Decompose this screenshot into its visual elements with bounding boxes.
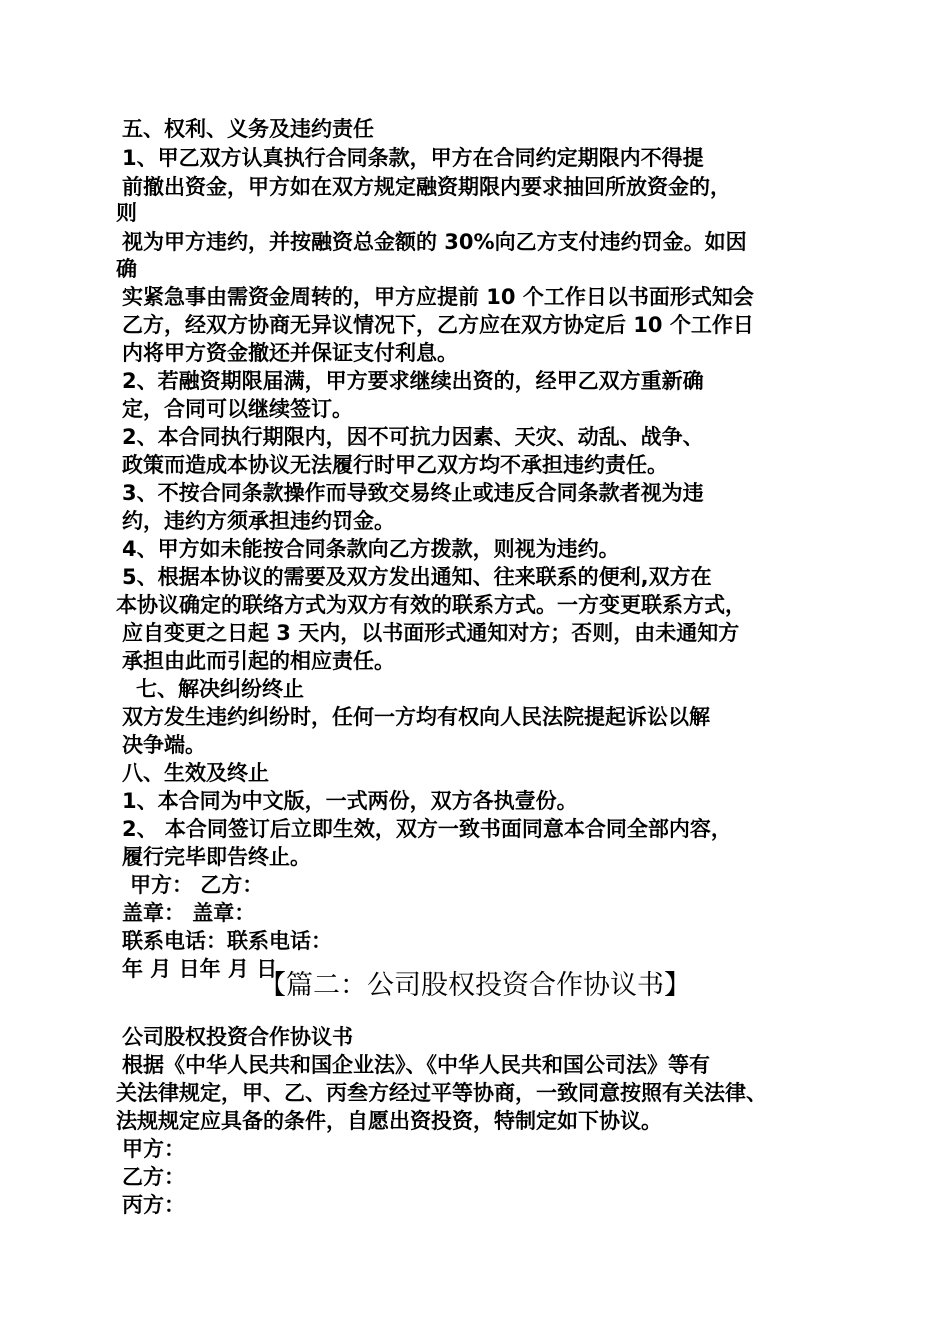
text-line: 乙方，经双方协商无异议情况下，乙方应在双方协定后 10 个工作日 bbox=[122, 313, 754, 337]
text-line: 法规规定应具备的条件，自愿出资投资，特制定如下协议。 bbox=[116, 1109, 662, 1133]
text-line: 视为甲方违约，并按融资总金额的 30%向乙方支付违约罚金。如因 bbox=[122, 230, 747, 254]
text-line: 根据《中华人民共和国企业法》、《中华人民共和国公司法》等有 bbox=[122, 1053, 710, 1077]
text-line: 3、不按合同条款操作而导致交易终止或违反合同条款者视为违 bbox=[122, 481, 704, 505]
text-line: 则 bbox=[116, 201, 137, 225]
text-line: 5、根据本协议的需要及双方发出通知、往来联系的便利,双方在 bbox=[122, 565, 712, 589]
text-line: 前撤出资金，甲方如在双方规定融资期限内要求抽回所放资金的， bbox=[122, 175, 731, 199]
text-line: 2、 本合同签订后立即生效，双方一致书面同意本合同全部内容， bbox=[122, 817, 732, 841]
text-line: 2、若融资期限届满，甲方要求继续出资的，经甲乙双方重新确 bbox=[122, 369, 704, 393]
heading-rights-obligations: 五、权利、义务及违约责任 bbox=[122, 117, 374, 141]
section-title: 【篇二：公司股权投资合作协议书】 bbox=[259, 970, 691, 1001]
party-b-label: 乙方： bbox=[122, 1165, 185, 1189]
text-line: 履行完毕即告终止。 bbox=[122, 845, 311, 869]
phone-labels: 联系电话：联系电话： bbox=[122, 929, 332, 953]
text-line: 政策而造成本协议无法履行时甲乙双方均不承担违约责任。 bbox=[122, 453, 668, 477]
text-line: 1、甲乙双方认真执行合同条款，甲方在合同约定期限内不得提 bbox=[122, 146, 704, 170]
text-line: 承担由此而引起的相应责任。 bbox=[122, 649, 395, 673]
text-line: 确 bbox=[116, 257, 137, 281]
text-line: 1、本合同为中文版，一式两份，双方各执壹份。 bbox=[122, 789, 578, 813]
text-line: 约，违约方须承担违约罚金。 bbox=[122, 509, 395, 533]
agreement-title: 公司股权投资合作协议书 bbox=[122, 1025, 353, 1049]
text-line: 内将甲方资金撤还并保证支付利息。 bbox=[122, 341, 458, 365]
text-line: 实紧急事由需资金周转的，甲方应提前 10 个工作日以书面形式知会 bbox=[122, 285, 754, 309]
heading-dispute-resolution: 七、解决纠纷终止 bbox=[136, 677, 304, 701]
text-line: 本协议确定的联络方式为双方有效的联系方式。一方变更联系方式， bbox=[116, 593, 746, 617]
text-line: 双方发生违约纠纷时，任何一方均有权向人民法院提起诉讼以解 bbox=[122, 705, 710, 729]
seal-labels: 盖章： 盖章： bbox=[122, 901, 256, 925]
text-line: 应自变更之日起 3 天内，以书面形式通知对方；否则，由未通知方 bbox=[122, 621, 740, 645]
party-a-label: 甲方： bbox=[122, 1137, 185, 1161]
date-labels: 年 月 日年 月 日 bbox=[122, 957, 278, 981]
text-line: 2、本合同执行期限内，因不可抗力因素、天灾、动乱、战争、 bbox=[122, 425, 704, 449]
text-line: 决争端。 bbox=[122, 733, 206, 757]
heading-effect-termination: 八、生效及终止 bbox=[122, 761, 269, 785]
party-c-label: 丙方： bbox=[122, 1193, 185, 1217]
party-labels: 甲方： 乙方： bbox=[130, 873, 264, 897]
text-line: 定，合同可以继续签订。 bbox=[122, 397, 353, 421]
text-line: 关法律规定，甲、乙、丙叁方经过平等协商，一致同意按照有关法律、 bbox=[116, 1081, 767, 1105]
text-line: 4、甲方如未能按合同条款向乙方拨款，则视为违约。 bbox=[122, 537, 620, 561]
